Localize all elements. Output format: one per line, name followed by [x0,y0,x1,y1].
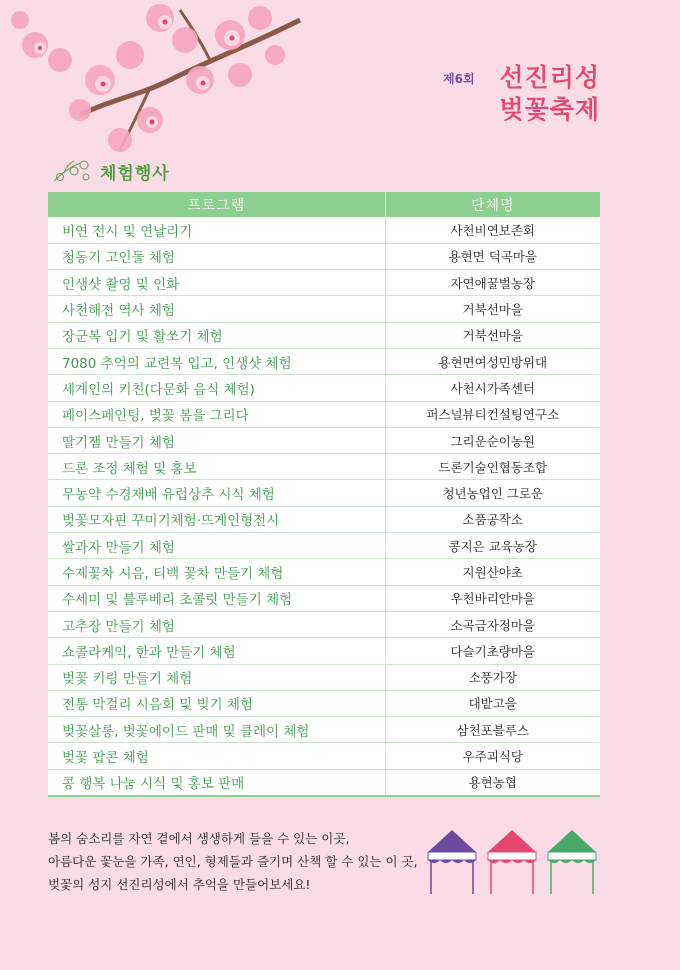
closing-line: 벚꽃의 성지 선진리성에서 추억을 만들어보세요! [48,877,311,892]
organization-cell: 거북선마을 [385,296,600,322]
closing-line: 봄의 숨소리를 자연 곁에서 생생하게 들을 수 있는 이곳, [48,831,350,846]
program-name-cell: 장군복 입기 및 활쏘기 체험 [48,322,385,348]
column-header-program: 프로그램 [48,192,385,217]
program-name-cell: 세계인의 키친(다문화 음식 체험) [48,375,385,401]
program-name-cell: 수세미 및 블루베리 초콜릿 만들기 체험 [48,585,385,611]
program-name-cell: 쌀과자 만들기 체험 [48,533,385,559]
organization-cell: 청년농업인 그로운 [385,480,600,506]
table-row [48,243,600,269]
table-row [48,375,600,401]
organization-cell: 그리운순이농원 [385,427,600,453]
organization-cell: 용현면 덕곡마을 [385,243,600,269]
table-row [48,585,600,611]
organization-cell: 소풍가장 [385,664,600,690]
program-name-cell: 콩 행복 나눔 시식 및 홍보 판매 [48,769,385,795]
organization-cell: 거북선마을 [385,322,600,348]
closing-line: 아름다운 꽃눈을 가족, 연인, 형제들과 즐기며 산책 할 수 있는 이 곳, [48,854,418,869]
table-row [48,217,600,243]
table-row [48,427,600,453]
organization-cell: 소품공작소 [385,506,600,532]
section-title: 체험행사 [100,163,170,184]
organization-cell: 소곡금자정마을 [385,611,600,637]
program-name-cell: 쇼콜라케익, 한과 만들기 체험 [48,638,385,664]
table-header-row [48,192,600,217]
table-row [48,717,600,743]
organization-cell: 용현농협 [385,769,600,795]
organization-cell: 사천비연보존회 [385,217,600,243]
table-row [48,559,600,585]
table-row [48,454,600,480]
table-row [48,296,600,322]
organization-cell: 용현면여성민방위대 [385,348,600,374]
program-name-cell: 청동기 고인돌 체험 [48,243,385,269]
program-name-cell: 무농약 수경재배 유럽상추 시식 체험 [48,480,385,506]
table-row [48,743,600,769]
table-row [48,533,600,559]
organization-cell: 콩지은 교육농장 [385,533,600,559]
organization-cell: 삼천포블루스 [385,717,600,743]
festival-title [499,62,600,126]
organization-cell: 지원산야초 [385,559,600,585]
program-name-cell: 드론 조정 체험 및 홍보 [48,454,385,480]
table-row [48,769,600,795]
tents-illustration [424,826,604,896]
program-name-cell: 벚꽃모자핀 꾸미기체험·뜨게인형전시 [48,506,385,532]
section-header [50,157,170,185]
table-row [48,270,600,296]
festival-name-line2: 벚꽃축제 [499,95,600,124]
cherry-blossom-branch-icon [0,0,310,165]
organization-cell: 자연애꿀벌농장 [385,270,600,296]
festival-name-line1: 선진리성 [499,63,600,92]
program-name-cell: 벚꽃 팝콘 체험 [48,743,385,769]
program-name-cell: 7080 추억의 교련복 입고, 인생샷 체험 [48,348,385,374]
table-row [48,506,600,532]
program-name-cell: 인생샷 촬영 및 인화 [48,270,385,296]
table-row [48,664,600,690]
table-row [48,348,600,374]
program-name-cell: 벚꽃살롱, 벚꽃에이드 판매 및 클레이 체험 [48,717,385,743]
tent-icon [428,830,476,894]
table-row [48,401,600,427]
organization-cell: 우주괴식당 [385,743,600,769]
table-row [48,690,600,716]
program-name-cell: 수제꽃차 시음, 티백 꽃차 만들기 체험 [48,559,385,585]
flower-sprig-icon [50,157,92,185]
organization-cell: 드론기술인협동조합 [385,454,600,480]
organization-cell: 우천바리안마을 [385,585,600,611]
program-name-cell: 페이스페인팅, 벚꽃 봄을 그리다 [48,401,385,427]
organization-cell: 다슬기초량마을 [385,638,600,664]
program-name-cell: 딸기잼 만들기 체험 [48,427,385,453]
program-name-cell: 전통 막걸리 시음회 및 빚기 체험 [48,690,385,716]
tent-icon [488,830,536,894]
organization-cell: 대밭고을 [385,690,600,716]
program-name-cell: 비연 전시 및 연날리기 [48,217,385,243]
column-header-organization: 단체명 [385,192,600,217]
program-name-cell: 벚꽃 키링 만들기 체험 [48,664,385,690]
table-row [48,611,600,637]
table-row [48,638,600,664]
tent-icon [548,830,596,894]
organization-cell: 퍼스널뷰티컨설팅연구소 [385,401,600,427]
closing-text [48,827,418,896]
program-table [48,192,600,797]
organization-cell: 사천시가족센터 [385,375,600,401]
table-row [48,480,600,506]
table-row [48,322,600,348]
program-name-cell: 고추장 만들기 체험 [48,611,385,637]
festival-edition: 제6회 [443,72,475,86]
program-name-cell: 사천해전 역사 체험 [48,296,385,322]
